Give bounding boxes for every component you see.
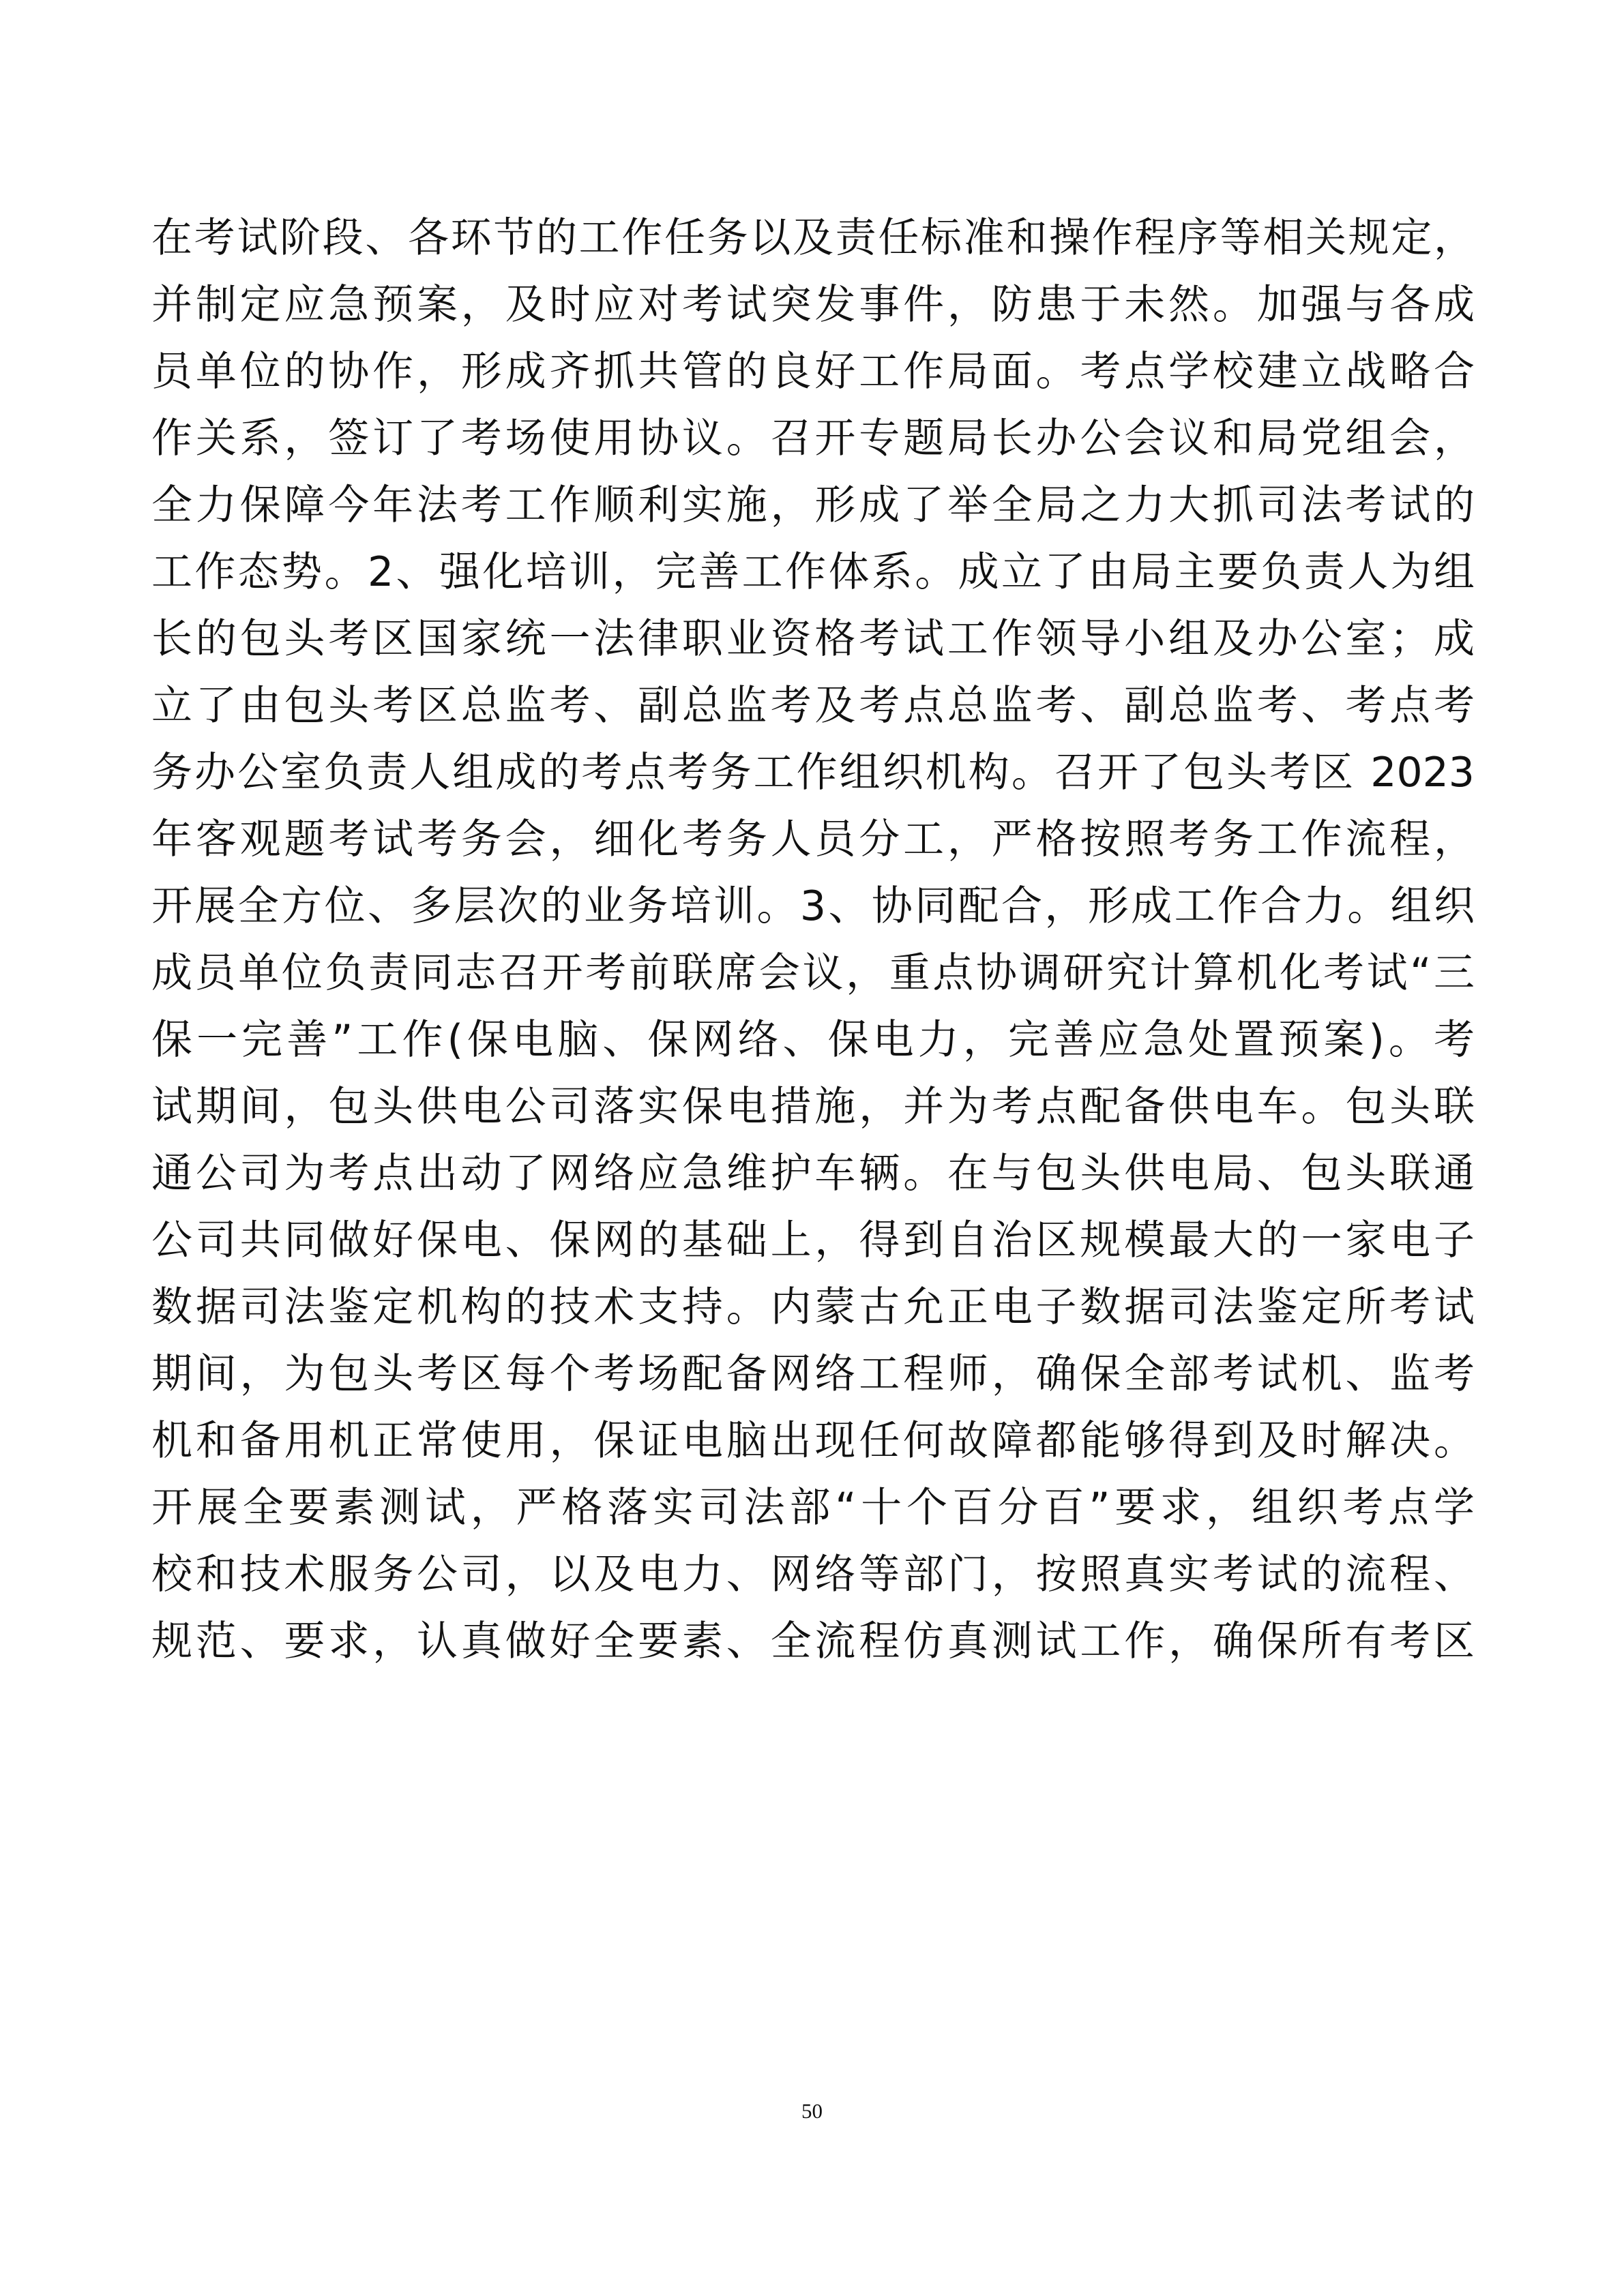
text-line: 机和备用机正常使用，保证电脑出现任何故障都能够得到及时解决。 — [151, 1417, 1475, 1465]
text-line: 年客观题考试考务会，细化考务人员分工，严格按照考务工作流程， — [151, 816, 1475, 863]
text-line: 在考试阶段、各环节的工作任务以及责任标准和操作程序等相关规定， — [151, 214, 1475, 262]
text-line: 员单位的协作，形成齐抓共管的良好工作局面。考点学校建立战略合 — [151, 348, 1475, 396]
page-number: 50 — [801, 2099, 823, 2123]
text-line: 试期间，包头供电公司落实保电措施，并为考点配备供电车。包头联 — [151, 1083, 1475, 1131]
text-line: 务办公室负责人组成的考点考务工作组织机构。召开了包头考区 2023 — [151, 749, 1475, 796]
text-line: 公司共同做好保电、保网的基础上，得到自治区规模最大的一家电子 — [151, 1217, 1475, 1264]
text-line: 成员单位负责同志召开考前联席会议，重点协调研究计算机化考试“三 — [151, 949, 1475, 997]
text-line: 保一完善”工作(保电脑、保网络、保电力，完善应急处置预案)。考 — [151, 1016, 1475, 1064]
body-text — [151, 205, 1475, 1675]
text-line: 校和技术服务公司，以及电力、网络等部门，按照真实考试的流程、 — [151, 1551, 1475, 1598]
text-line: 规范、要求，认真做好全要素、全流程仿真测试工作，确保所有考区 — [151, 1617, 1475, 1665]
text-line: 工作态势。2、强化培训，完善工作体系。成立了由局主要负责人为组 — [151, 548, 1475, 596]
text-line: 立了由包头考区总监考、副总监考及考点总监考、副总监考、考点考 — [151, 682, 1475, 730]
text-line: 数据司法鉴定机构的技术支持。内蒙古允正电子数据司法鉴定所考试 — [151, 1283, 1475, 1331]
text-line: 全力保障今年法考工作顺利实施，形成了举全局之力大抓司法考试的 — [151, 481, 1475, 529]
text-line: 通公司为考点出动了网络应急维护车辆。在与包头供电局、包头联通 — [151, 1150, 1475, 1197]
text-line: 长的包头考区国家统一法律职业资格考试工作领导小组及办公室；成 — [151, 615, 1475, 663]
text-line: 期间，为包头考区每个考场配备网络工程师，确保全部考试机、监考 — [151, 1350, 1475, 1398]
text-line: 并制定应急预案，及时应对考试突发事件，防患于未然。加强与各成 — [151, 281, 1475, 329]
text-line: 开展全要素测试，严格落实司法部“十个百分百”要求，组织考点学 — [151, 1484, 1475, 1532]
text-line: 作关系，签订了考场使用协议。召开专题局长办公会议和局党组会， — [151, 415, 1475, 462]
text-line: 开展全方位、多层次的业务培训。3、协同配合，形成工作合力。组织 — [151, 882, 1475, 930]
